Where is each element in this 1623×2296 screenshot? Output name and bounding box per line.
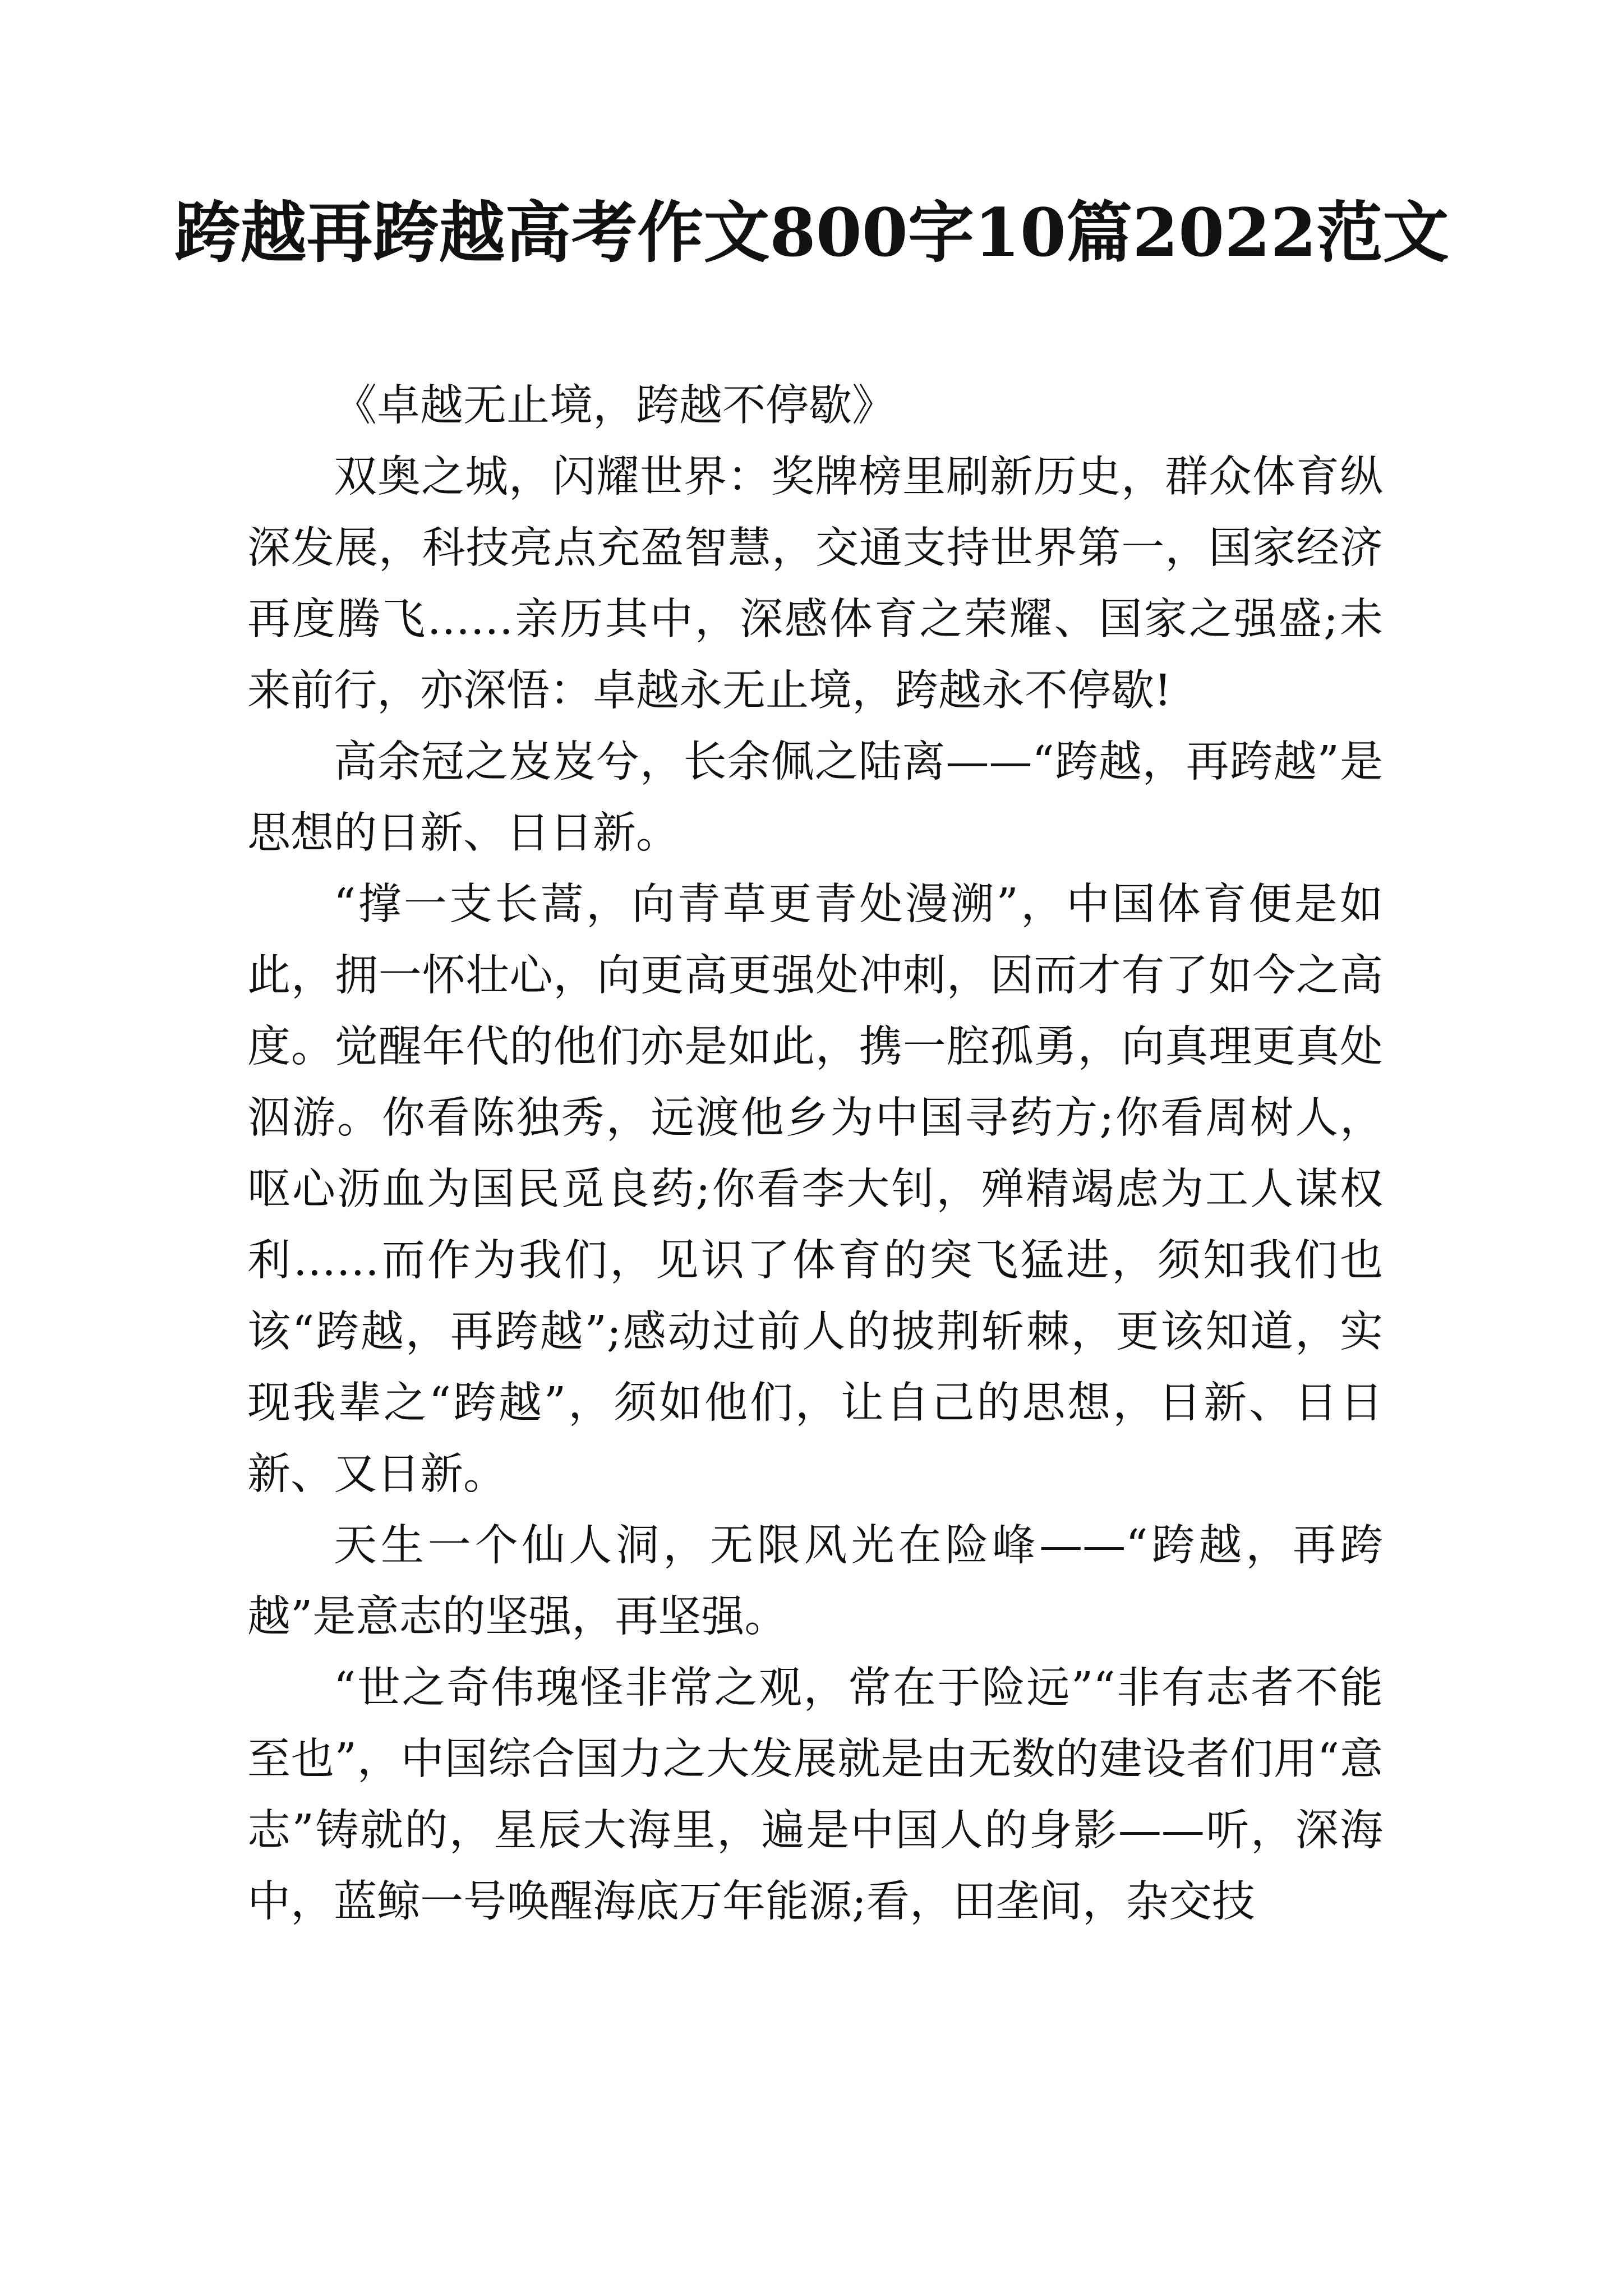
body-paragraph: 高余冠之岌岌兮，长余佩之陆离——“跨越，再跨越”是思想的日新、日日新。 xyxy=(247,737,1383,858)
document-body xyxy=(247,370,1383,1938)
body-paragraph: 双奥之城，闪耀世界：奖牌榜里刷新历史，群众体育纵深发展，科技亮点充盈智慧，交通支持世界第一，国家经济再度腾飞……亲历其中，深感体育之荣耀、国家之强盛;未来前行，亦深悟：卓越永无止境，跨越永不停歇! xyxy=(247,452,1383,716)
essay-title-paragraph: 《卓越无止境，跨越不停歇》 xyxy=(334,381,895,431)
document-title: 跨越再跨越高考作文800字10篇2022范文 xyxy=(174,194,1449,272)
body-paragraph: “世之奇伟瑰怪非常之观，常在于险远”“非有志者不能至也”，中国综合国力之大发展就是由无数的建设者们用“意志”铸就的，星辰大海里，遍是中国人的身影——听，深海中，蓝鲸一号唤醒海底万年能源;看，田垄间，杂交技 xyxy=(247,1663,1383,1927)
body-paragraph: “撑一支长蒿，向青草更青处漫溯”，中国体育便是如此，拥一怀壮心，向更高更强处冲刺，因而才有了如今之高度。觉醒年代的他们亦是如此，携一腔孤勇，向真理更真处泅游。你看陈独秀，远渡他乡为中国寻药方;你看周树人，呕心沥血为国民觅良药;你看李大钊，殚精竭虑为工人谋权利……而作为我们，见识了体育的突飞猛进，须知我们也该“跨越，再跨越”;感动过前人的披荆斩棘，更该知道，实现我辈之“跨越”，须如他们，让自己的思想，日新、日日新、又日新。 xyxy=(247,880,1383,1499)
body-paragraph: 天生一个仙人洞，无限风光在险峰——“跨越，再跨越”是意志的坚强，再坚强。 xyxy=(247,1521,1383,1642)
